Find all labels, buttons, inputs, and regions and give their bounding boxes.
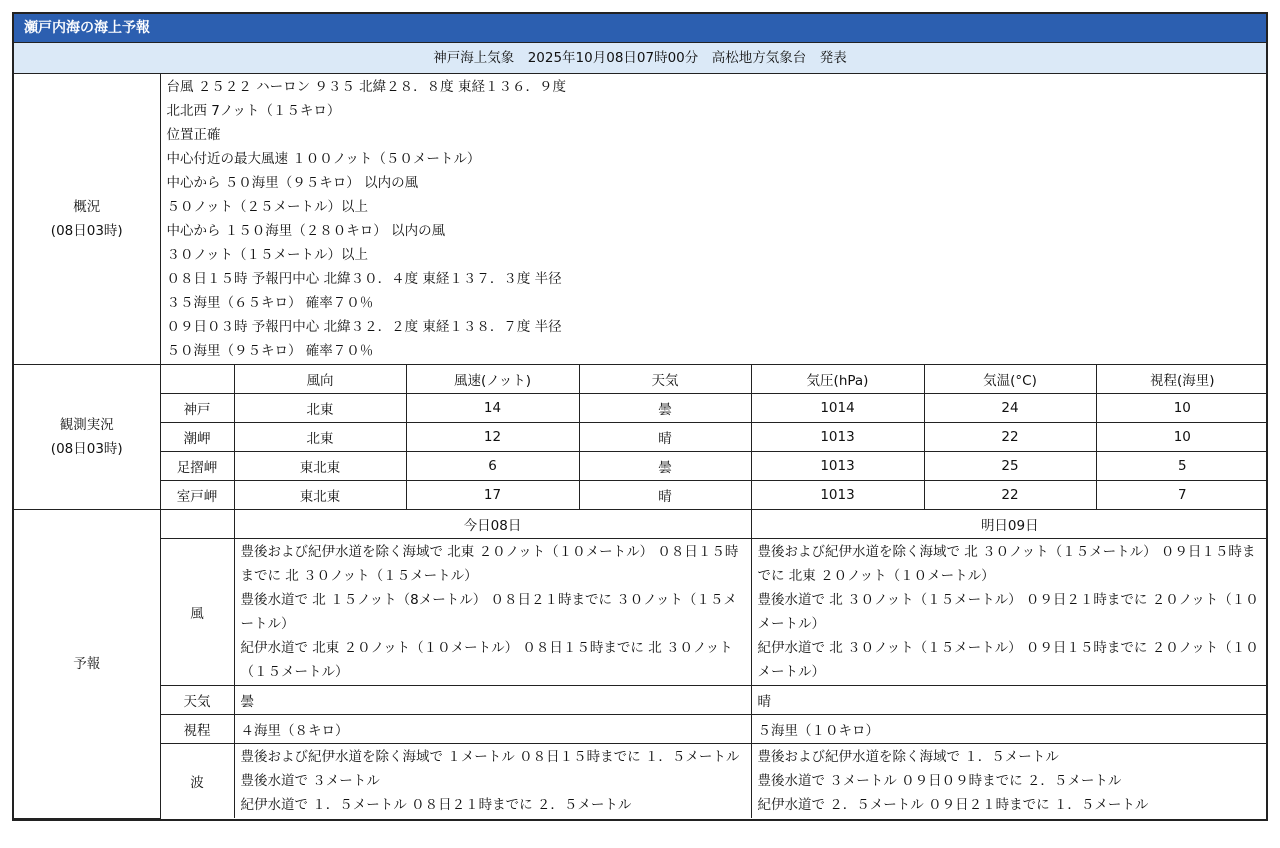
forecast-label: 予報 [14, 510, 160, 819]
temperature: 22 [924, 481, 1096, 510]
wave-line: 紀伊水道で ２．５メートル ０９日２１時までに １．５メートル [757, 797, 1149, 813]
weather: 曇 [579, 394, 751, 423]
page-title: 瀬戸内海の海上予報 [14, 14, 1266, 43]
table-row [14, 481, 1268, 510]
forecast-visibility-row [14, 715, 1268, 744]
visibility: 10 [1096, 423, 1268, 452]
wind-speed: 6 [406, 452, 579, 481]
overview-label: 概況 [73, 199, 101, 215]
visibility: 5 [1096, 452, 1268, 481]
column-header: 風向 [234, 365, 406, 394]
wind-day2 [751, 539, 1268, 686]
wind-line: 豊後水道で 北 ３０ノット（１５メートル） ０９日２１時までに ２０ノット（１０メートル） [757, 592, 1259, 632]
wave-line: 豊後および紀伊水道を除く海域で １メートル ０８日１５時までに １．５メートル [240, 749, 740, 765]
overview-text [160, 74, 1268, 365]
pressure: 1014 [751, 394, 924, 423]
observation-label: 観測実況 [59, 417, 114, 433]
wind-line: 豊後および紀伊水道を除く海域で 北 ３０ノット（１５メートル） ０９日１５時までに 北東 ２０ノット（１０メートル） [757, 544, 1256, 584]
issued-line: 神戸海上気象 2025年10月08日07時00分 高松地方気象台 発表 [14, 43, 1266, 74]
station-name: 神戸 [160, 394, 234, 423]
wind-day1 [234, 539, 751, 686]
forecast-table [14, 74, 1268, 819]
temperature: 22 [924, 423, 1096, 452]
wind-line: 紀伊水道で 北 ３０ノット（１５メートル） ０９日１５時までに ２０ノット（１０メートル） [757, 640, 1259, 680]
overview-time: (08日03時) [50, 223, 123, 239]
overview-line: ０９日０３時 予報円中心 北緯３２．２度 東経１３８．７度 半径 [166, 319, 562, 335]
temperature: 25 [924, 452, 1096, 481]
overview-line: 中心付近の最大風速 １００ノット（５０メートル） [166, 151, 481, 167]
wind-speed: 17 [406, 481, 579, 510]
column-header: 風速(ノット) [406, 365, 579, 394]
overview-line: 北北西 7ノット（１５キロ） [166, 103, 341, 119]
column-header: 天気 [579, 365, 751, 394]
column-header: 気圧(hPa) [751, 365, 924, 394]
wind-speed: 14 [406, 394, 579, 423]
station-name: 室戸岬 [160, 481, 234, 510]
overview-line: ０８日１５時 予報円中心 北緯３０．４度 東経１３７．３度 半径 [166, 271, 562, 287]
overview-line: 中心から １５０海里（２８０キロ） 以内の風 [166, 223, 446, 239]
pressure: 1013 [751, 452, 924, 481]
weather-label: 天気 [160, 686, 234, 715]
wind-direction: 北東 [234, 423, 406, 452]
temperature: 24 [924, 394, 1096, 423]
wave-line: 豊後水道で ３メートル [240, 773, 380, 789]
forecast-weather-row [14, 686, 1268, 715]
forecast-wind-row [14, 539, 1268, 686]
weather: 晴 [579, 481, 751, 510]
forecast-corner [160, 510, 234, 539]
weather-day2: 晴 [751, 686, 1268, 715]
observation-time: (08日03時) [50, 441, 123, 457]
forecast-header-row [14, 510, 1268, 539]
station-name: 潮岬 [160, 423, 234, 452]
overview-line: ３０ノット（１５メートル）以上 [166, 247, 369, 263]
wind-direction: 東北東 [234, 452, 406, 481]
wind-line: 豊後および紀伊水道を除く海域で 北東 ２０ノット（１０メートル） ０８日１５時までに 北 ３０ノット（１５メートル） [240, 544, 739, 584]
overview-line: ５０ノット（２５メートル）以上 [166, 199, 369, 215]
overview-label-cell [14, 74, 160, 365]
day2-header: 明日09日 [751, 510, 1268, 539]
weather-day1: 曇 [234, 686, 751, 715]
overview-row [14, 74, 1268, 365]
wave-line: 豊後水道で ３メートル ０９日０９時までに ２．５メートル [757, 773, 1122, 789]
weather: 晴 [579, 423, 751, 452]
table-row [14, 452, 1268, 481]
wind-direction: 北東 [234, 394, 406, 423]
table-row [14, 423, 1268, 452]
observation-corner [160, 365, 234, 394]
observation-label-cell [14, 365, 160, 510]
wind-line: 紀伊水道で 北東 ２０ノット（１０メートル） ０８日１５時までに 北 ３０ノット（１５メートル） [240, 640, 733, 680]
weather: 曇 [579, 452, 751, 481]
table-row [14, 394, 1268, 423]
station-name: 足摺岬 [160, 452, 234, 481]
pressure: 1013 [751, 423, 924, 452]
wave-line: 紀伊水道で １．５メートル ０８日２１時までに ２．５メートル [240, 797, 632, 813]
wave-label: 波 [160, 744, 234, 819]
wind-speed: 12 [406, 423, 579, 452]
wave-day2 [751, 744, 1268, 819]
pressure: 1013 [751, 481, 924, 510]
forecast-panel [12, 12, 1268, 821]
visibility: 10 [1096, 394, 1268, 423]
overview-line: 中心から ５０海里（９５キロ） 以内の風 [166, 175, 419, 191]
overview-line: 台風 ２５２２ ハーロン ９３５ 北緯２８．８度 東経１３６．９度 [166, 79, 566, 95]
overview-line: ５０海里（９５キロ） 確率７０％ [166, 343, 374, 359]
visibility-day2: ５海里（１０キロ） [751, 715, 1268, 744]
column-header: 視程(海里) [1096, 365, 1268, 394]
wind-label: 風 [160, 539, 234, 686]
wind-direction: 東北東 [234, 481, 406, 510]
wave-day1 [234, 744, 751, 819]
visibility-day1: ４海里（８キロ） [234, 715, 751, 744]
observation-header-row [14, 365, 1268, 394]
wind-line: 豊後水道で 北 １５ノット（8メートル） ０８日２１時までに ３０ノット（１５メートル） [240, 592, 737, 632]
visibility-label: 視程 [160, 715, 234, 744]
visibility: 7 [1096, 481, 1268, 510]
day1-header: 今日08日 [234, 510, 751, 539]
forecast-wave-row [14, 744, 1268, 819]
column-header: 気温(°C) [924, 365, 1096, 394]
overview-line: ３５海里（６５キロ） 確率７０％ [166, 295, 374, 311]
overview-line: 位置正確 [166, 127, 221, 143]
wave-line: 豊後および紀伊水道を除く海域で １．５メートル [757, 749, 1059, 765]
